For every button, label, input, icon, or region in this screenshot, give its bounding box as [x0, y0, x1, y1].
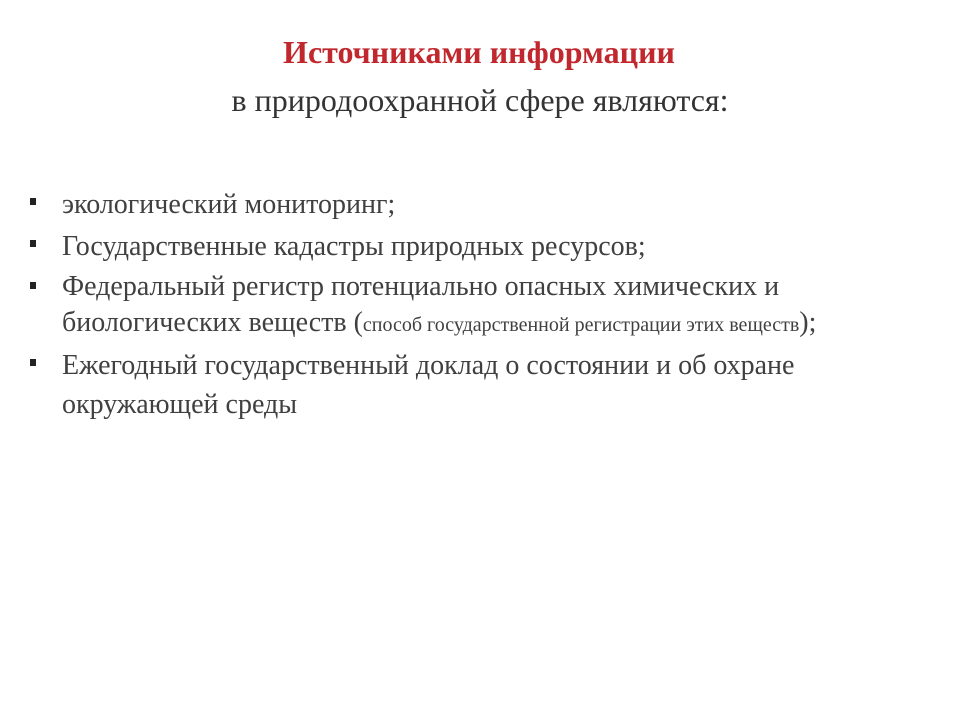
list-item — [30, 185, 930, 224]
bullet-text-main: Федеральный регистр потенциально опасных химических и биологических веществ ( — [62, 271, 780, 338]
title-subheading: в природоохранной сфере являются: — [231, 82, 729, 118]
bullet-list — [30, 185, 930, 427]
bullet-text-note: способ государственной регистрации этих веществ — [362, 314, 800, 336]
bullet-text: Государственные кадастры природных ресурсов; — [62, 231, 646, 262]
square-bullet-icon — [30, 198, 36, 205]
bullet-text: экологический мониторинг; — [62, 189, 396, 220]
bullet-text: Ежегодный государственный доклад о состоянии и об охране окружающей среды — [62, 350, 795, 420]
list-item — [30, 227, 930, 266]
title-heading: Источниками информации — [283, 34, 675, 70]
list-item — [30, 346, 930, 424]
square-bullet-icon — [30, 359, 36, 366]
square-bullet-icon — [30, 240, 36, 247]
bullet-text-end: ); — [799, 307, 817, 338]
list-item — [30, 269, 930, 343]
slide-title — [0, 30, 960, 122]
square-bullet-icon — [30, 282, 36, 289]
